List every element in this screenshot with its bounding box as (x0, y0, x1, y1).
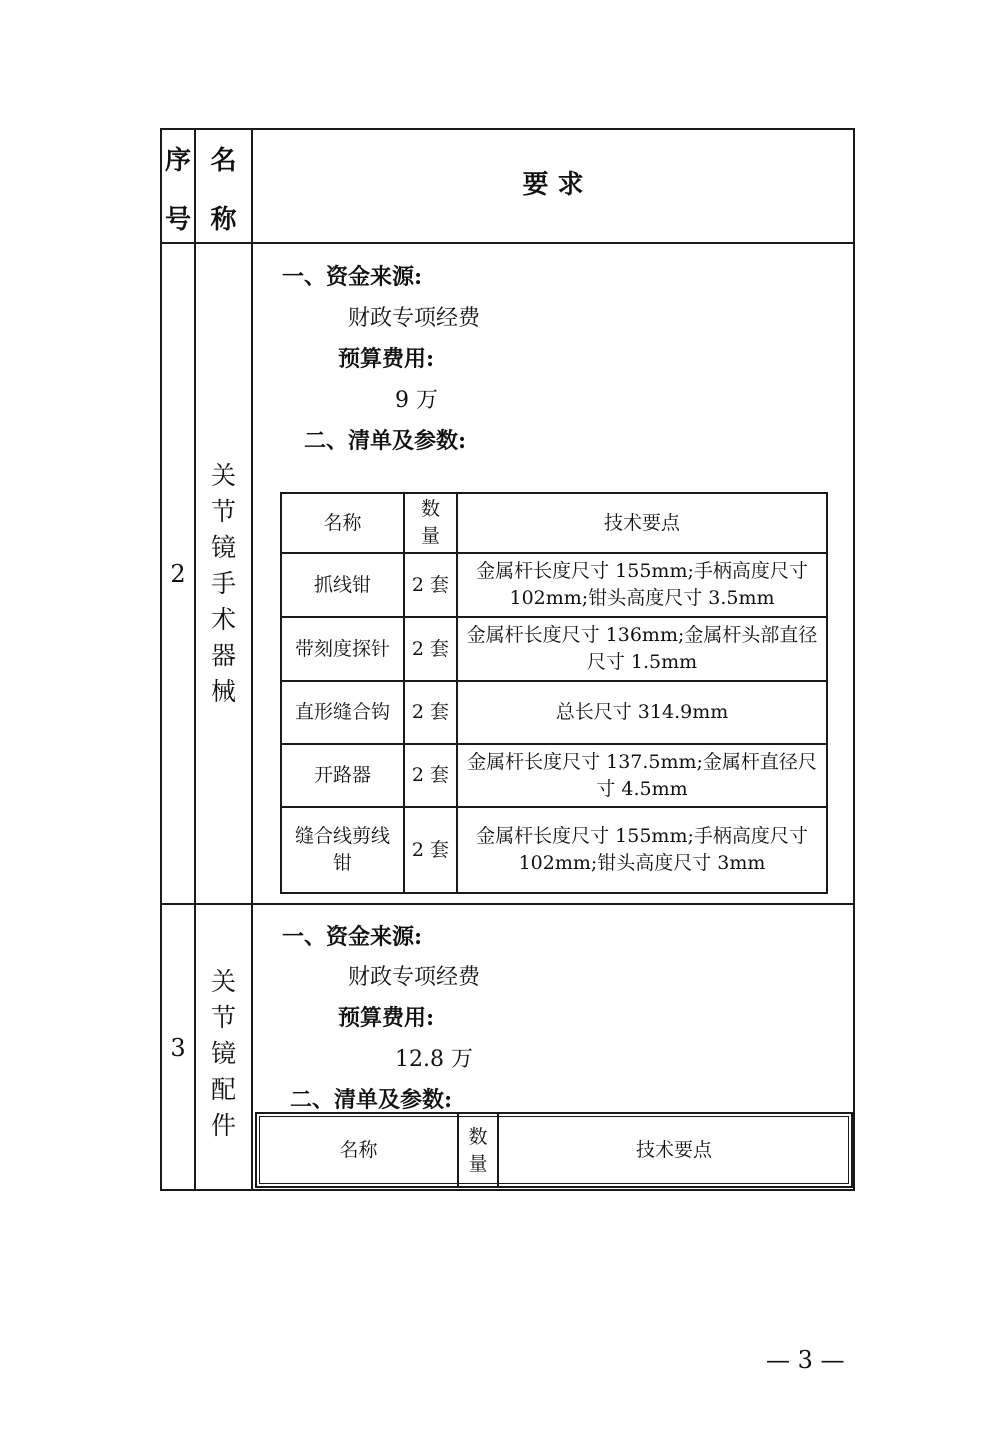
row3-funding-value: 财政专项经费 (348, 965, 481, 990)
row2-funding-value: 财政专项经费 (348, 306, 481, 331)
table-row-qty: 2 套 (411, 838, 450, 861)
row3-header-name: 名称 (339, 1138, 378, 1161)
table-row-name: 带刻度探针 (294, 637, 390, 660)
outer-bottom-border (160, 1189, 855, 1191)
row3-name (196, 962, 251, 1140)
row3-funding-title: 一、资金来源: (282, 924, 423, 950)
header-name-char-2: 称 (210, 205, 237, 235)
row2-name-char: 术 (210, 605, 236, 634)
row3-header-qty-char-1: 数 (468, 1126, 488, 1148)
row2-name-char: 械 (210, 677, 236, 706)
header-name-label (196, 140, 251, 236)
outer-header-border (160, 242, 855, 244)
table-row-name: 抓线钳 (313, 573, 371, 596)
row3-name-char: 件 (210, 1111, 236, 1140)
row2-name-char: 关 (210, 461, 236, 490)
row3-name-char: 配 (210, 1075, 236, 1104)
row3-list-title: 二、清单及参数: (290, 1087, 453, 1113)
table-row-spec: 金属杆长度尺寸 155mm;手柄高度尺寸 102mm;钳头高度尺寸 3.5mm (476, 560, 808, 609)
row2-budget-value: 9 万 (395, 388, 438, 413)
inner-table-right-border (826, 492, 828, 894)
header-seq-char-1: 序 (164, 146, 191, 176)
row3-header-qty (459, 1124, 497, 1178)
inner-header-name: 名称 (323, 511, 362, 534)
row2-name-char: 器 (210, 641, 236, 670)
row2-seq: 2 (170, 559, 186, 588)
row2-name-char: 节 (210, 497, 236, 526)
row2-budget-title: 预算费用: (338, 346, 435, 372)
header-name-char-1: 名 (210, 146, 237, 176)
inner-header-spec: 技术要点 (603, 511, 680, 534)
table-row-qty: 2 套 (411, 764, 450, 786)
inner-header-qty (405, 497, 456, 549)
table-row-spec: 金属杆长度尺寸 137.5mm;金属杆直径尺寸 4.5mm (467, 750, 817, 800)
inner-table-col-line (456, 492, 458, 894)
table-row-qty: 2 套 (411, 573, 450, 596)
header-seq-char-2: 号 (164, 205, 191, 235)
row3-header-spec: 技术要点 (635, 1138, 712, 1161)
table-row-name: 直形缝合钩 (294, 701, 390, 723)
header-seq-label (162, 140, 194, 236)
row2-list-title: 二、清单及参数: (304, 428, 467, 454)
row3-name-char: 镜 (210, 1039, 236, 1068)
inner-table-bottom-border (280, 892, 828, 894)
row3-name-char: 关 (210, 967, 236, 996)
table-row-name: 开路器 (313, 764, 371, 786)
row2-name-char: 镜 (210, 533, 236, 562)
table-row-spec: 总长尺寸 314.9mm (555, 701, 729, 723)
inner-header-qty-char-2: 量 (420, 525, 440, 547)
row3-name-char: 节 (210, 1003, 236, 1032)
outer-right-border (853, 128, 855, 1191)
table-row-qty: 2 套 (411, 701, 450, 723)
outer-row-divider (160, 903, 855, 905)
row3-budget-title: 预算费用: (338, 1005, 435, 1031)
row2-name (196, 456, 251, 706)
table-row-spec: 金属杆长度尺寸 136mm;金属杆头部直径尺寸 1.5mm (466, 624, 818, 673)
outer-col-divider-2 (251, 128, 253, 1191)
inner-header-qty-char-1: 数 (420, 498, 440, 520)
row2-funding-title: 一、资金来源: (282, 264, 423, 290)
table-row-name: 缝合线剪线钳 (294, 825, 390, 874)
row3-seq: 3 (170, 1034, 186, 1062)
row3-header-qty-char-2: 量 (468, 1153, 488, 1175)
table-row-spec: 金属杆长度尺寸 155mm;手柄高度尺寸 102mm;钳头高度尺寸 3mm (476, 825, 808, 874)
header-requirements-label: 要 求 (522, 169, 584, 200)
table-row-qty: 2 套 (411, 637, 450, 660)
row2-name-char: 手 (210, 569, 236, 598)
row3-budget-value: 12.8 万 (395, 1047, 473, 1072)
page-number: — 3 — (766, 1346, 845, 1374)
